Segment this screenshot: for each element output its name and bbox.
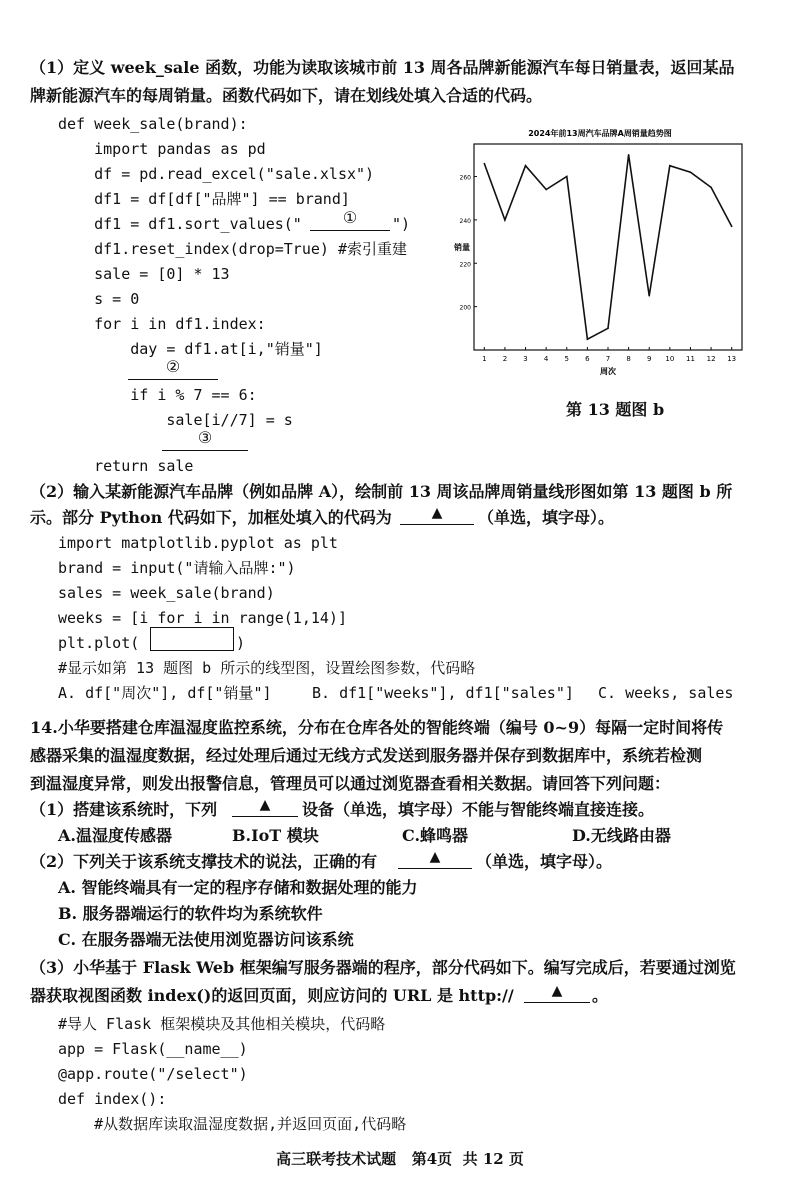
chart-point [587, 338, 589, 340]
q14-p1-option-c: C.蜂鸣器 [402, 826, 469, 845]
blank-2[interactable]: ② [128, 357, 218, 380]
x-tick-label: 5 [564, 355, 570, 363]
code1-line: sale = [0] * 13 [58, 265, 230, 283]
code2-line: brand = input("请输入品牌:") [58, 559, 296, 577]
q13-part2-line2b: （单选，填字母）。 [478, 508, 615, 527]
x-tick-label: 8 [626, 355, 631, 363]
chart-point [690, 171, 692, 173]
y-tick-label: 260 [459, 174, 471, 182]
answer-blank-q14-1[interactable] [232, 794, 298, 817]
chart-title: 2024年前13周汽车品牌A周销量趋势图 [528, 129, 672, 138]
triangle-icon: ▲ [431, 505, 443, 521]
chart-point [669, 165, 671, 167]
chart-xlabel: 周次 [600, 367, 616, 376]
code1-line: sale[i//7] = s [58, 411, 293, 429]
answer-blank-q14-2[interactable] [398, 846, 472, 869]
code2-line: plt.plot( [58, 634, 140, 652]
option-c: C. weeks, sales [598, 684, 734, 702]
x-tick-label: 13 [727, 355, 737, 363]
chart-series-line [484, 155, 731, 339]
sales-line-chart [450, 122, 750, 380]
code1-line: day = df1.at[i,"销量"] [58, 340, 323, 358]
x-tick-label: 6 [585, 355, 590, 363]
code1-line: def week_sale(brand): [58, 115, 248, 133]
q14-intro-line1: 14.小华要搭建仓库温湿度监控系统，分布在仓库各处的智能终端（编号 0~9）每隔一定时间将传 [30, 718, 724, 737]
x-tick-label: 1 [482, 355, 487, 363]
chart-point [484, 163, 486, 165]
x-tick-label: 4 [543, 355, 549, 363]
code1-line: import pandas as pd [58, 140, 266, 158]
q13-part2-line1: （2）输入某新能源汽车品牌（例如品牌 A），绘制前 13 周该品牌周销量线形图如第 13 题图 b 所 [30, 482, 733, 501]
q14-p3-line2: 器获取视图函数 index()的返回页面，则应访问的 URL 是 http:// [30, 986, 514, 1005]
q14-p2-option-a: A. 智能终端具有一定的程序存储和数据处理的能力 [58, 878, 418, 897]
chart-point [504, 219, 506, 221]
q14-p2a: （2）下列关于该系统支撑技术的说法，正确的有 [30, 852, 378, 871]
code2-line: sales = week_sale(brand) [58, 584, 275, 602]
blank-1[interactable]: ① [310, 208, 390, 231]
option-a: A. df["周次"], df["销量"] [58, 684, 272, 702]
chart-point [525, 165, 527, 167]
chart-point [628, 154, 630, 156]
q13-part1-line1: （1）定义 week_sale 函数，功能为读取该城市前 13 周各品牌新能源汽车每日销量表，返回某品 [30, 58, 735, 77]
code3-line: @app.route("/select") [58, 1065, 248, 1083]
q14-p1-option-d: D.无线路由器 [572, 826, 671, 845]
q14-p2-option-b: B. 服务器端运行的软件均为系统软件 [58, 904, 323, 923]
code2-line: ) [236, 634, 246, 652]
q13-part1-line2: 牌新能源汽车的每周销量。函数代码如下，请在划线处填入合适的代码。 [30, 86, 543, 105]
code3-line: def index(): [58, 1090, 167, 1108]
chart-point [545, 189, 547, 191]
x-tick-label: 10 [665, 355, 675, 363]
chart-point [607, 328, 609, 330]
code1-line-close: ") [392, 215, 411, 233]
y-tick-label: 240 [459, 217, 471, 225]
chart-point [710, 187, 712, 189]
page-footer: 高三联考技术试题 第4页 共 12 页 [276, 1150, 524, 1168]
q14-p1-option-b: B.IoT 模块 [232, 826, 319, 845]
code1-line: if i % 7 == 6: [58, 386, 257, 404]
q14-p2-option-c: C. 在服务器端无法使用浏览器访问该系统 [58, 930, 354, 949]
chart-plot-frame [474, 144, 742, 350]
q14-p1b: 设备（单选，填字母）不能与智能终端直接连接。 [302, 800, 655, 819]
code2-line: #显示如第 13 题图 b 所示的线型图，设置绘图参数，代码略 [58, 659, 476, 677]
code3-line: #导人 Flask 框架模块及其他相关模块，代码略 [58, 1015, 386, 1033]
q14-p1-option-a: A.温湿度传感器 [58, 826, 172, 845]
chart-ylabel: 销量 [454, 243, 470, 252]
q14-p1a: （1）搭建该系统时，下列 [30, 800, 218, 819]
blank-3[interactable]: ③ [162, 428, 248, 451]
option-b: B. df1["weeks"], df1["sales"] [312, 684, 574, 702]
q14-p2b: （单选，填字母）。 [476, 852, 613, 871]
code1-line: df1.reset_index(drop=True) #索引重建 [58, 240, 407, 258]
code2-line: import matplotlib.pyplot as plt [58, 534, 338, 552]
x-tick-label: 3 [523, 355, 528, 363]
triangle-icon: ▲ [551, 983, 563, 999]
chart-caption: 第 13 题图 b [566, 400, 665, 419]
q14-p3-end: 。 [592, 986, 609, 1005]
x-tick-label: 2 [502, 355, 508, 363]
x-tick-label: 12 [706, 355, 716, 363]
answer-blank-q14-3[interactable] [524, 980, 590, 1003]
code1-line: df1 = df1.sort_values(" [58, 215, 302, 233]
code1-line: for i in df1.index: [58, 315, 266, 333]
code2-line: weeks = [i for i in range(1,14)] [58, 609, 347, 627]
q14-intro-line2: 感器采集的温湿度数据，经过处理后通过无线方式发送到服务器并保存到数据库中，系统若检测 [30, 746, 703, 765]
code3-line: app = Flask(__name__) [58, 1040, 248, 1058]
code1-line: df1 = df[df["品牌"] == brand] [58, 190, 350, 208]
q13-part2-line2a: 示。部分 Python 代码如下，加框处填入的代码为 [30, 508, 392, 527]
y-tick-label: 200 [459, 304, 471, 312]
code1-line: return sale [58, 457, 194, 475]
triangle-icon: ▲ [429, 849, 441, 865]
x-tick-label: 9 [646, 355, 652, 363]
q14-intro-line3: 到温湿度异常，则发出报警信息，管理员可以通过浏览器查看相关数据。请回答下列问题： [30, 774, 671, 793]
q14-p3-line1: （3）小华基于 Flask Web 框架编写服务器端的程序，部分代码如下。编写完成后，若要通过浏览 [30, 958, 736, 977]
chart-point [648, 295, 650, 297]
triangle-icon: ▲ [259, 797, 271, 813]
answer-box[interactable] [150, 627, 234, 651]
x-tick-label: 7 [605, 355, 611, 363]
chart-point [566, 176, 568, 178]
chart-point [731, 226, 733, 228]
code1-line: df = pd.read_excel("sale.xlsx") [58, 165, 375, 183]
answer-blank-q13-2[interactable] [400, 502, 474, 525]
code3-line: #从数据库读取温湿度数据,并返回页面,代码略 [58, 1115, 407, 1133]
y-tick-label: 220 [459, 261, 471, 269]
code1-line: s = 0 [58, 290, 140, 308]
x-tick-label: 11 [686, 355, 695, 363]
